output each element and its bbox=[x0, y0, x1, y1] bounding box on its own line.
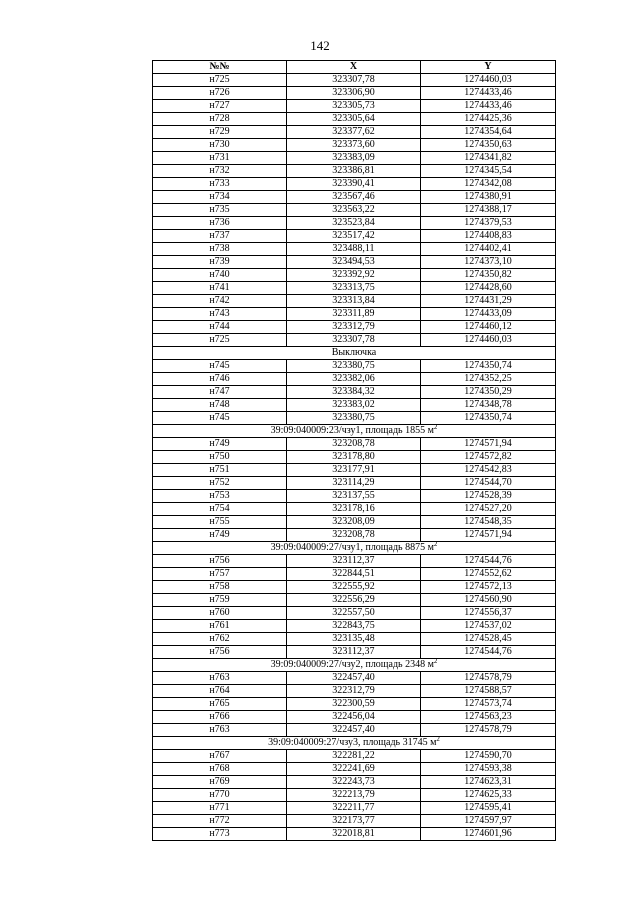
cell-y: 1274572,13 bbox=[421, 581, 556, 594]
cell-point: н758 bbox=[153, 581, 287, 594]
cell-y: 1274350,82 bbox=[421, 269, 556, 282]
section-header-row bbox=[153, 737, 556, 750]
page-number: 142 bbox=[310, 38, 330, 53]
cell-point: н739 bbox=[153, 256, 287, 269]
cell-point: н765 bbox=[153, 698, 287, 711]
cell-x: 322456,04 bbox=[287, 711, 421, 724]
section-title bbox=[153, 659, 556, 672]
table-row bbox=[153, 308, 556, 321]
table-row bbox=[153, 789, 556, 802]
table-row bbox=[153, 763, 556, 776]
table-row bbox=[153, 256, 556, 269]
cell-y: 1274528,45 bbox=[421, 633, 556, 646]
cell-x: 323373,60 bbox=[287, 139, 421, 152]
cell-x: 323305,73 bbox=[287, 100, 421, 113]
section-title bbox=[153, 347, 556, 360]
cell-point: н752 bbox=[153, 477, 287, 490]
cell-x: 322844,51 bbox=[287, 568, 421, 581]
cell-point: н761 bbox=[153, 620, 287, 633]
section-title bbox=[153, 542, 556, 555]
cell-point: н772 bbox=[153, 815, 287, 828]
table-row bbox=[153, 815, 556, 828]
cell-y: 1274560,90 bbox=[421, 594, 556, 607]
cell-point: н726 bbox=[153, 87, 287, 100]
cell-point: н728 bbox=[153, 113, 287, 126]
table-header bbox=[153, 61, 556, 74]
cell-y: 1274380,91 bbox=[421, 191, 556, 204]
cell-x: 323307,78 bbox=[287, 334, 421, 347]
cell-x: 323563,22 bbox=[287, 204, 421, 217]
table-row bbox=[153, 217, 556, 230]
cell-x: 322457,40 bbox=[287, 724, 421, 737]
section-title-text: 39:09:040009:27/чзу3, площадь 31745 bbox=[268, 737, 428, 748]
cell-x: 323208,78 bbox=[287, 438, 421, 451]
cell-x: 322457,40 bbox=[287, 672, 421, 685]
table-row bbox=[153, 711, 556, 724]
cell-y: 1274544,76 bbox=[421, 646, 556, 659]
table-row bbox=[153, 594, 556, 607]
cell-point: н744 bbox=[153, 321, 287, 334]
cell-y: 1274588,57 bbox=[421, 685, 556, 698]
cell-x: 323313,75 bbox=[287, 282, 421, 295]
cell-x: 323380,75 bbox=[287, 360, 421, 373]
section-header-row bbox=[153, 425, 556, 438]
cell-x: 322281,22 bbox=[287, 750, 421, 763]
table-row bbox=[153, 620, 556, 633]
cell-y: 1274571,94 bbox=[421, 438, 556, 451]
cell-x: 323384,32 bbox=[287, 386, 421, 399]
cell-y: 1274595,41 bbox=[421, 802, 556, 815]
cell-point: н731 bbox=[153, 152, 287, 165]
cell-y: 1274571,94 bbox=[421, 529, 556, 542]
cell-point: н743 bbox=[153, 308, 287, 321]
cell-point: н738 bbox=[153, 243, 287, 256]
section-header-row bbox=[153, 347, 556, 360]
section-title-text: 39:09:040009:27/чзу2, площадь 2348 bbox=[270, 659, 426, 670]
cell-point: н742 bbox=[153, 295, 287, 308]
cell-x: 323383,02 bbox=[287, 399, 421, 412]
cell-y: 1274425,36 bbox=[421, 113, 556, 126]
cell-point: н766 bbox=[153, 711, 287, 724]
cell-y: 1274528,39 bbox=[421, 490, 556, 503]
cell-point: н729 bbox=[153, 126, 287, 139]
cell-y: 1274548,35 bbox=[421, 516, 556, 529]
table-row bbox=[153, 581, 556, 594]
table-row bbox=[153, 100, 556, 113]
table-row bbox=[153, 750, 556, 763]
cell-x: 322312,79 bbox=[287, 685, 421, 698]
cell-x: 323208,09 bbox=[287, 516, 421, 529]
column-header-x: X bbox=[287, 61, 421, 74]
cell-x: 323386,81 bbox=[287, 165, 421, 178]
cell-x: 323488,11 bbox=[287, 243, 421, 256]
area-unit: м bbox=[427, 542, 434, 553]
cell-point: н751 bbox=[153, 464, 287, 477]
cell-x: 323306,90 bbox=[287, 87, 421, 100]
cell-y: 1274345,54 bbox=[421, 165, 556, 178]
table-row bbox=[153, 698, 556, 711]
cell-y: 1274433,46 bbox=[421, 87, 556, 100]
table-row bbox=[153, 360, 556, 373]
cell-y: 1274593,38 bbox=[421, 763, 556, 776]
table-row bbox=[153, 204, 556, 217]
table-row bbox=[153, 490, 556, 503]
cell-y: 1274552,62 bbox=[421, 568, 556, 581]
cell-x: 323208,78 bbox=[287, 529, 421, 542]
cell-x: 323177,91 bbox=[287, 464, 421, 477]
cell-y: 1274625,33 bbox=[421, 789, 556, 802]
cell-point: н750 bbox=[153, 451, 287, 464]
cell-y: 1274460,03 bbox=[421, 334, 556, 347]
cell-point: н753 bbox=[153, 490, 287, 503]
table-row bbox=[153, 685, 556, 698]
cell-y: 1274431,29 bbox=[421, 295, 556, 308]
cell-x: 322243,73 bbox=[287, 776, 421, 789]
cell-x: 323112,37 bbox=[287, 555, 421, 568]
cell-point: н760 bbox=[153, 607, 287, 620]
cell-x: 323392,92 bbox=[287, 269, 421, 282]
cell-point: н749 bbox=[153, 529, 287, 542]
cell-point: н745 bbox=[153, 412, 287, 425]
cell-point: н770 bbox=[153, 789, 287, 802]
cell-point: н725 bbox=[153, 334, 287, 347]
cell-y: 1274352,25 bbox=[421, 373, 556, 386]
cell-point: н748 bbox=[153, 399, 287, 412]
cell-point: н746 bbox=[153, 373, 287, 386]
cell-point: н740 bbox=[153, 269, 287, 282]
cell-y: 1274460,03 bbox=[421, 74, 556, 87]
table-body bbox=[153, 74, 556, 841]
cell-point: н754 bbox=[153, 503, 287, 516]
table-row bbox=[153, 464, 556, 477]
cell-x: 323114,29 bbox=[287, 477, 421, 490]
cell-y: 1274433,09 bbox=[421, 308, 556, 321]
cell-y: 1274537,02 bbox=[421, 620, 556, 633]
table-row bbox=[153, 802, 556, 815]
cell-y: 1274342,08 bbox=[421, 178, 556, 191]
table-row bbox=[153, 672, 556, 685]
table-row bbox=[153, 503, 556, 516]
cell-y: 1274556,37 bbox=[421, 607, 556, 620]
table-row bbox=[153, 607, 556, 620]
cell-point: н757 bbox=[153, 568, 287, 581]
cell-y: 1274433,46 bbox=[421, 100, 556, 113]
cell-y: 1274544,70 bbox=[421, 477, 556, 490]
section-title bbox=[153, 737, 556, 750]
section-title bbox=[153, 425, 556, 438]
cell-x: 323382,06 bbox=[287, 373, 421, 386]
table-row bbox=[153, 126, 556, 139]
cell-x: 323380,75 bbox=[287, 412, 421, 425]
cell-point: н763 bbox=[153, 724, 287, 737]
header-row bbox=[153, 61, 556, 74]
cell-point: н767 bbox=[153, 750, 287, 763]
cell-x: 322213,79 bbox=[287, 789, 421, 802]
section-title-text: 39:09:040009:23/чзу1, площадь 1855 bbox=[270, 425, 426, 436]
area-unit-power: 2 bbox=[433, 541, 438, 548]
cell-point: н756 bbox=[153, 646, 287, 659]
cell-y: 1274428,60 bbox=[421, 282, 556, 295]
cell-point: н741 bbox=[153, 282, 287, 295]
table-row bbox=[153, 165, 556, 178]
cell-point: н764 bbox=[153, 685, 287, 698]
cell-x: 323311,89 bbox=[287, 308, 421, 321]
cell-point: н773 bbox=[153, 828, 287, 841]
cell-y: 1274373,10 bbox=[421, 256, 556, 269]
table-row bbox=[153, 646, 556, 659]
cell-x: 323312,79 bbox=[287, 321, 421, 334]
table-row bbox=[153, 724, 556, 737]
table-row bbox=[153, 269, 556, 282]
cell-x: 322843,75 bbox=[287, 620, 421, 633]
cell-point: н756 bbox=[153, 555, 287, 568]
cell-x: 323494,53 bbox=[287, 256, 421, 269]
cell-y: 1274350,29 bbox=[421, 386, 556, 399]
cell-y: 1274341,82 bbox=[421, 152, 556, 165]
cell-y: 1274460,12 bbox=[421, 321, 556, 334]
cell-y: 1274542,83 bbox=[421, 464, 556, 477]
cell-x: 322556,29 bbox=[287, 594, 421, 607]
cell-point: н759 bbox=[153, 594, 287, 607]
cell-point: н732 bbox=[153, 165, 287, 178]
column-header-y: Y bbox=[421, 61, 556, 74]
cell-x: 322211,77 bbox=[287, 802, 421, 815]
cell-x: 322173,77 bbox=[287, 815, 421, 828]
cell-x: 322555,92 bbox=[287, 581, 421, 594]
column-header-point: №№ bbox=[153, 61, 287, 74]
area-unit-power: 2 bbox=[433, 424, 438, 431]
cell-x: 323517,42 bbox=[287, 230, 421, 243]
cell-y: 1274597,97 bbox=[421, 815, 556, 828]
cell-point: н749 bbox=[153, 438, 287, 451]
cell-x: 323313,84 bbox=[287, 295, 421, 308]
cell-x: 322557,50 bbox=[287, 607, 421, 620]
cell-point: н769 bbox=[153, 776, 287, 789]
table-row bbox=[153, 633, 556, 646]
table-row bbox=[153, 386, 556, 399]
table-row bbox=[153, 568, 556, 581]
table-row bbox=[153, 555, 556, 568]
table-row bbox=[153, 516, 556, 529]
section-title-text: Выключка bbox=[331, 347, 377, 358]
cell-y: 1274601,96 bbox=[421, 828, 556, 841]
cell-x: 322300,59 bbox=[287, 698, 421, 711]
cell-x: 323112,37 bbox=[287, 646, 421, 659]
section-header-row bbox=[153, 542, 556, 555]
cell-point: н755 bbox=[153, 516, 287, 529]
area-unit: м bbox=[427, 425, 434, 436]
table-row bbox=[153, 529, 556, 542]
cell-y: 1274402,41 bbox=[421, 243, 556, 256]
cell-x: 323383,09 bbox=[287, 152, 421, 165]
table-row bbox=[153, 399, 556, 412]
cell-x: 323377,62 bbox=[287, 126, 421, 139]
cell-y: 1274572,82 bbox=[421, 451, 556, 464]
table-row bbox=[153, 451, 556, 464]
cell-point: н737 bbox=[153, 230, 287, 243]
table-row bbox=[153, 74, 556, 87]
area-unit-power: 2 bbox=[436, 736, 440, 743]
cell-point: н762 bbox=[153, 633, 287, 646]
cell-point: н725 bbox=[153, 74, 287, 87]
cell-x: 323390,41 bbox=[287, 178, 421, 191]
table-row bbox=[153, 139, 556, 152]
table-row bbox=[153, 412, 556, 425]
cell-y: 1274623,31 bbox=[421, 776, 556, 789]
cell-y: 1274408,83 bbox=[421, 230, 556, 243]
table-row bbox=[153, 776, 556, 789]
cell-y: 1274573,74 bbox=[421, 698, 556, 711]
cell-y: 1274578,79 bbox=[421, 672, 556, 685]
table-row bbox=[153, 230, 556, 243]
cell-x: 323305,64 bbox=[287, 113, 421, 126]
cell-y: 1274350,63 bbox=[421, 139, 556, 152]
area-unit: м bbox=[430, 737, 437, 748]
cell-point: н736 bbox=[153, 217, 287, 230]
cell-y: 1274350,74 bbox=[421, 412, 556, 425]
cell-point: н730 bbox=[153, 139, 287, 152]
cell-y: 1274379,53 bbox=[421, 217, 556, 230]
cell-point: н734 bbox=[153, 191, 287, 204]
cell-y: 1274388,17 bbox=[421, 204, 556, 217]
coordinates-table bbox=[152, 60, 556, 841]
table-row bbox=[153, 321, 556, 334]
table-row bbox=[153, 828, 556, 841]
cell-point: н771 bbox=[153, 802, 287, 815]
cell-point: н768 bbox=[153, 763, 287, 776]
cell-x: 323178,80 bbox=[287, 451, 421, 464]
cell-point: н727 bbox=[153, 100, 287, 113]
table-row bbox=[153, 282, 556, 295]
table-row bbox=[153, 477, 556, 490]
table-row bbox=[153, 87, 556, 100]
table-row bbox=[153, 178, 556, 191]
cell-y: 1274544,76 bbox=[421, 555, 556, 568]
cell-x: 323567,46 bbox=[287, 191, 421, 204]
cell-x: 322018,81 bbox=[287, 828, 421, 841]
cell-y: 1274590,70 bbox=[421, 750, 556, 763]
table-row bbox=[153, 191, 556, 204]
cell-x: 323307,78 bbox=[287, 74, 421, 87]
cell-x: 323137,55 bbox=[287, 490, 421, 503]
table-row bbox=[153, 438, 556, 451]
cell-y: 1274563,23 bbox=[421, 711, 556, 724]
cell-x: 323523,84 bbox=[287, 217, 421, 230]
cell-point: н745 bbox=[153, 360, 287, 373]
table-row bbox=[153, 243, 556, 256]
cell-y: 1274350,74 bbox=[421, 360, 556, 373]
cell-y: 1274527,20 bbox=[421, 503, 556, 516]
section-title-text: 39:09:040009:27/чзу1, площадь 8875 bbox=[270, 542, 426, 553]
cell-y: 1274348,78 bbox=[421, 399, 556, 412]
cell-point: н763 bbox=[153, 672, 287, 685]
table-row bbox=[153, 295, 556, 308]
cell-y: 1274578,79 bbox=[421, 724, 556, 737]
table-row bbox=[153, 152, 556, 165]
cell-point: н747 bbox=[153, 386, 287, 399]
area-unit: м bbox=[427, 659, 434, 670]
table-row bbox=[153, 113, 556, 126]
table-row bbox=[153, 334, 556, 347]
cell-y: 1274354,64 bbox=[421, 126, 556, 139]
cell-x: 322241,69 bbox=[287, 763, 421, 776]
cell-x: 323178,16 bbox=[287, 503, 421, 516]
section-header-row bbox=[153, 659, 556, 672]
cell-x: 323135,48 bbox=[287, 633, 421, 646]
cell-point: н733 bbox=[153, 178, 287, 191]
cell-point: н735 bbox=[153, 204, 287, 217]
area-unit-power: 2 bbox=[433, 658, 438, 665]
table-row bbox=[153, 373, 556, 386]
